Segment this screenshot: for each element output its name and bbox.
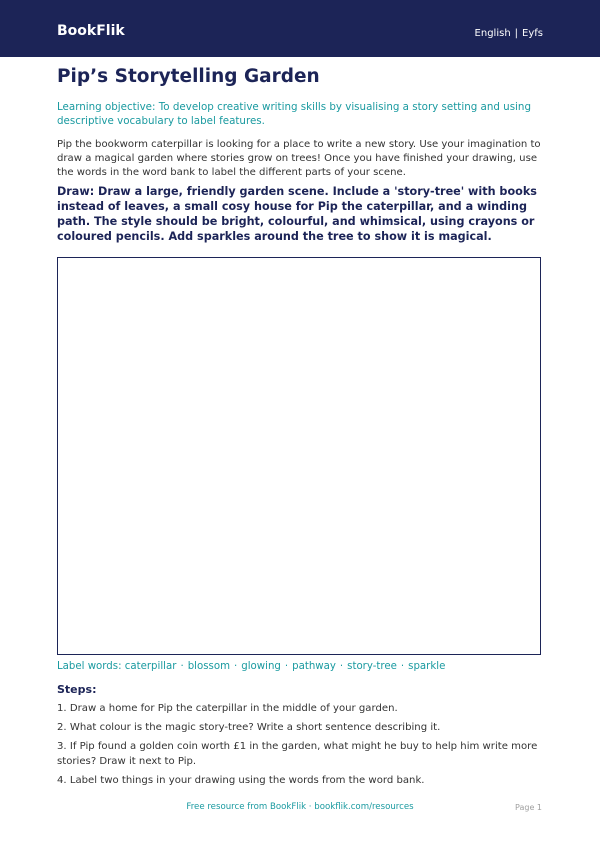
word-bank-label: Label words: [57, 661, 125, 672]
word-bank-word: glowing [241, 661, 281, 672]
header-bar [0, 0, 600, 57]
page-title: Pip’s Storytelling Garden [57, 66, 320, 87]
step-item: 2. What colour is the magic story-tree? Write a short sentence describing it. [57, 722, 441, 733]
steps-heading: Steps: [57, 683, 97, 696]
word-bank-separator: · [400, 661, 405, 672]
footer-credit[interactable]: Free resource from BookFlik · bookflik.com/resources [186, 802, 414, 812]
page-number: Page 1 [515, 803, 542, 812]
word-bank-word: blossom [187, 661, 230, 672]
step-item: 3. If Pip found a golden coin worth £1 in the garden, what might he buy to help him write more stories? Draw it next to Pip. [57, 741, 538, 767]
drawing-area[interactable] [57, 257, 541, 655]
language-level [475, 28, 543, 39]
steps-list [57, 701, 545, 792]
word-bank-word: story-tree [347, 661, 397, 672]
language-separator: | [514, 28, 519, 39]
word-bank-separator: · [284, 661, 289, 672]
word-bank-separator: · [180, 661, 184, 672]
word-bank-word: pathway [292, 661, 336, 672]
level-label: Eyfs [522, 28, 543, 39]
word-bank [57, 661, 445, 672]
word-bank-word: caterpillar [124, 661, 177, 672]
word-bank-separator: · [339, 661, 344, 672]
word-bank-separator: · [234, 661, 238, 672]
brand-logo[interactable]: BookFlik [57, 23, 125, 39]
step-item: 4. Label two things in your drawing using the words from the word bank. [57, 775, 425, 786]
learning-objective: Learning objective: To develop creative writing skills by visualising a story setting and using descriptive vocabulary to label features. [57, 101, 531, 127]
language-label[interactable]: English [474, 28, 511, 39]
draw-prompt: Draw: Draw a large, friendly garden scene. Include a 'story-tree' with books instead of leaves, a small cosy house for Pip the caterpillar, and a winding path. The style should be bright, colourful, and whimsical, using crayons or coloured pencils. Add sparkles around the tree to show it is magical. [57, 185, 537, 243]
step-item: 1. Draw a home for Pip the caterpillar in the middle of your garden. [57, 703, 398, 714]
intro-paragraph: Pip the bookworm caterpillar is looking for a place to write a new story. Use your imagination to draw a magical garden where stories grow on trees! Once you have finished your drawing, use the words in the word bank to label the different parts of your scene. [57, 139, 541, 178]
word-bank-word: sparkle [408, 661, 446, 672]
